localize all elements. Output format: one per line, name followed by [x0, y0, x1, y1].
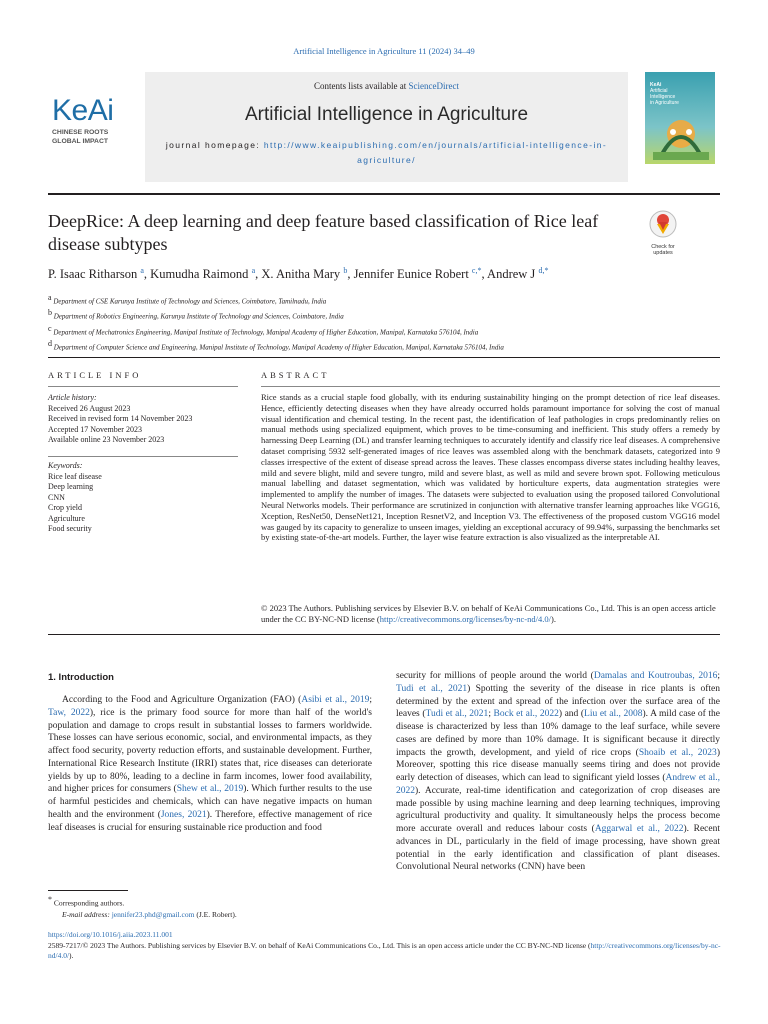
cover-art-icon	[653, 112, 709, 160]
journal-title[interactable]: Artificial Intelligence in Agriculture	[244, 104, 529, 125]
logo-tagline-line2: GLOBAL IMPACT	[52, 138, 109, 145]
journal-cover-image[interactable]	[645, 72, 715, 164]
doi-block	[48, 930, 728, 962]
cover-title-line2: Intelligence	[650, 94, 676, 100]
citation-link[interactable]: Bock et al., 2022	[493, 709, 559, 720]
affiliation: $^d$ Department of Computer Science and Engineering, Manipal Institute of Technology, Manipal Academy of Higher Education, Manipal, Karnataka 576104, India	[48, 338, 504, 352]
homepage-prefix: journal homepage:	[165, 140, 264, 150]
homepage-link[interactable]: http://www.keaipublishing.com/en/journals/artificial-intelligence-in-agriculture/	[263, 140, 608, 165]
intro-text: security for millions of people around the world (	[396, 671, 594, 681]
intro-text: ). Recent advances in DL, particularly in the field of image processing, have shown great potential in the early identification and classification of plant diseases. Convolutional Neural networks (CNN) have been	[396, 824, 721, 873]
abstract-rule	[261, 386, 720, 387]
history-item: Received in revised form 14 November 2023	[48, 414, 193, 423]
logo-wordmark: KeAi	[52, 94, 114, 127]
citation-link[interactable]: Shoaib et al., 2023	[638, 747, 717, 758]
license-link[interactable]: http://creativecommons.org/licenses/by-nc-nd/4.0/	[379, 613, 551, 624]
section-rule	[48, 357, 720, 358]
intro-text: ). Which further results to the use of harmful pesticides and chemicals, which can have negative impacts on human health and the environment (	[48, 784, 373, 820]
article-history	[48, 393, 238, 446]
keyword: Food security	[48, 524, 92, 533]
citation-link[interactable]: Jones, 2021	[160, 809, 207, 820]
history-item: Received 26 August 2023	[48, 403, 131, 413]
sciencedirect-link[interactable]: ScienceDirect	[408, 81, 459, 91]
intro-left-column	[48, 694, 372, 834]
affiliation: $^a$ Department of CSE Karunya Institute of Technology and Sciences, Coimbatore, Tamilnadu, India	[48, 293, 327, 306]
keyword: Crop yield	[48, 503, 82, 512]
keyword: CNN	[48, 492, 65, 502]
intro-text: ). A mild case of the disease is characterized by less than 10% damage to the leaf surface, while severe cases are defined by more than 10% damage. It is significant because it directly impacts the growth, development, and yield of rice crops (	[396, 709, 721, 758]
intro-text: ;	[369, 695, 372, 705]
article-info-heading: ARTICLE INFO	[48, 370, 142, 380]
intro-text: ) and (	[558, 709, 585, 720]
intro-text: ;	[717, 671, 721, 681]
cover-brand: KeAi	[650, 82, 662, 88]
citation-link[interactable]: Damalas and Koutroubas, 2016	[593, 671, 718, 681]
footnote-rule	[48, 890, 128, 891]
citation-link[interactable]: Andrew et al., 2022	[396, 773, 720, 796]
author[interactable]: X. Anitha Mary $^b$	[261, 266, 348, 282]
abstract-heading: ABSTRACT	[261, 370, 330, 380]
crossmark-icon	[649, 210, 677, 238]
keyword: Agriculture	[48, 513, 85, 523]
footnote	[48, 894, 372, 920]
section-rule	[48, 634, 720, 635]
doi-license-link[interactable]: http://creativecommons.org/licenses/by-nc-nd/4.0/	[48, 940, 721, 960]
intro-paragraph	[48, 694, 372, 834]
journal-reference[interactable]: Artificial Intelligence in Agriculture 11 (2024) 34–49	[293, 46, 475, 56]
contents-prefix: Contents lists available at	[314, 81, 409, 91]
journal-homepage	[165, 138, 608, 168]
citation-link[interactable]: Taw, 2022	[48, 707, 90, 718]
doi-link[interactable]: https://doi.org/10.1016/j.aiia.2023.11.001	[48, 930, 173, 939]
author[interactable]: Kumudha Raimond $^a$	[150, 266, 256, 282]
history-item: Accepted 17 November 2023	[48, 424, 142, 434]
logo-tagline	[52, 128, 142, 146]
article-info-rule	[48, 386, 238, 387]
citation-link[interactable]: Shew et al., 2019	[176, 784, 244, 795]
email-link[interactable]: jennifer23.phd@gmail.com	[111, 909, 195, 919]
intro-paragraph	[396, 670, 720, 874]
intro-right-column	[396, 670, 720, 874]
intro-text: ;	[488, 709, 494, 720]
abstract-text: Rice stands as a crucial staple food globally, with its enduring sustainability hinging on the prompt detection of rice leaf diseases. Hence, efficiently detecting diseases when they have already occurred holds paramount importance for solving the cost of manual visual identification and chemical testing. In the recent past, the identification of leaf pathologies in crops predominantly relies on manual methods using specialized equipment, which proves to be time-consuming and inefficient. This study offers a remedy by harnessing Deep Learning (DL) and transfer learning techniques to accurately identify and classify rice leaf diseases. A comprehensive dataset comprising 5932 self-generated images of rice leaves was assembled along with the benchmark datasets, categorized into 9 classes irrespective of the extent of disease spread across the leaves. These classes encompass diverse states including healthy leaves, mild and severe blight, mild and severe tungro, mild and severe blast, as well as mild and severe brown spot. Following meticulous manual labelling and dataset segmentation, which was validated by horticulture experts, data augmentation strategies were implemented to amplify the number of images. The datasets were subjected to evaluation using the proposed tailored Convolutional Neural Networks models. Their performance are scrutinized in conjunction with alternative transfer learning approaches like VGG16, Xception, ResNet50, DenseNet121, Inception ResnetV2, and Inception V3. The effectiveness of the proposed custom VGG16 model was gauged by its capacity to generalize to unseen images, yielding an exceptional accuracy of 99.94%, surpassing the benchmarks set by existing state-of-the-art models. Further, the layer wise feature extraction is also visualized as the interpretable AI.	[261, 392, 720, 543]
cover-title	[650, 82, 679, 106]
keywords-label: Keywords:	[48, 461, 83, 470]
author[interactable]: Andrew J $^{d,*}$	[487, 266, 549, 282]
introduction-heading: 1. Introduction	[48, 672, 114, 683]
citation-link[interactable]: Tudi et al., 2021	[396, 683, 468, 694]
citation-link[interactable]: Tudi et al., 2021	[425, 709, 489, 720]
crossmark-label	[645, 244, 681, 256]
history-item: Available online 23 November 2023	[48, 435, 165, 444]
intro-text: ). Therefore, effective management of rice leaf diseases is crucial for ensuring sustainable rice production and food	[48, 809, 372, 833]
corresponding-note: * Corresponding authors.	[48, 895, 125, 908]
keywords	[48, 461, 238, 535]
affiliation: $^c$ Department of Mechatronics Engineering, Manipal Institute of Technology, Manipal Academy of Higher Education, Manipal, Karnataka 576104, India	[48, 323, 479, 336]
keyword: Rice leaf disease	[48, 471, 102, 481]
header-rule	[48, 193, 720, 195]
email-note: E-mail address: jennifer23.phd@gmail.com (J.E. Robert).	[62, 909, 237, 919]
intro-text: ), rice is the primary food source for more than half of the world's population and damage to crops result in substantial losses to farmers worldwide. These losses can have serious economic, social, and environmental impacts, as they affect food security, poverty reduction efforts, and sustainable development. Further, International Rice Research Institute (IRRI) states that, rice diseases can deteriorate yields by up to 80%, leading to a decline in farm incomes, lower food availability, and higher prices for consumers (	[48, 707, 373, 795]
affiliation: $^b$ Department of Robotics Engineering, Karunya Institute of Technology and Sciences, Coimbatore, India	[48, 308, 344, 321]
citation-link[interactable]: Asibi et al., 2019	[301, 695, 370, 705]
cover-title-line1: Artificial	[650, 88, 668, 94]
crossmark-line2: updates	[653, 250, 673, 256]
abstract-copyright: © 2023 The Authors. Publishing services by Elsevier B.V. on behalf of KeAi Communications Co., Ltd. This is an open access article under the CC BY-NC-ND license (http://creativecommons.org/licenses/by-nc-nd/4.0/).	[261, 603, 716, 624]
intro-text: ). Accurate, real-time identification and categorization of crop diseases are made possible by using machine learning and deep learning techniques, improving agricultural productivity and quality. It simultaneously helps the process become more accurate overall and reduces labour costs (	[396, 785, 720, 834]
history-label: Article history:	[48, 393, 97, 402]
intro-text: ) Moreover, spotting this rice disease manually seems tiring and does not provide early detection of diseases, which can lead to significant yield losses (	[396, 747, 720, 783]
logo-tagline-line1: CHINESE ROOTS	[52, 129, 109, 136]
doi-license-line: 2589-7217/© 2023 The Authors. Publishing services by Elsevier B.V. on behalf of KeAi Communications Co., Ltd. This is an open access article under the CC BY-NC-ND license (http://creativecommons.org/licenses/by-nc-nd/4.0/).	[48, 940, 721, 960]
paper-title: DeepRice: A deep learning and deep feature based classification of Rice leaf disease subtypes	[48, 211, 599, 254]
keai-logo[interactable]	[52, 96, 142, 146]
intro-text: According to the Food and Agriculture Organization (FAO) (	[62, 695, 302, 705]
author-list: P. Isaac Ritharson $^a$, Kumudha Raimond $^a$, X. Anitha Mary $^b$, Jennifer Eunice Robert $^{c,*}$, Andrew J $^{d,*}$	[48, 266, 549, 282]
author[interactable]: Jennifer Eunice Robert $^{c,*}$	[353, 266, 482, 282]
check-for-updates-badge[interactable]	[645, 210, 681, 256]
keyword: Deep learning	[48, 482, 94, 491]
affiliation-list	[48, 292, 728, 353]
intro-text: ) Spotting the severity of the disease in rice plants is often determined by the extent and spread of the infection over the surface area of the leaves (	[396, 683, 720, 720]
citation-link[interactable]: Aggarwal et al., 2022	[594, 824, 684, 834]
contents-line	[145, 81, 628, 91]
cover-title-line3: in Agriculture	[650, 100, 679, 106]
keywords-rule	[48, 456, 238, 457]
author[interactable]: P. Isaac Ritharson $^a$	[48, 266, 144, 282]
citation-link[interactable]: Liu et al., 2008	[584, 709, 643, 720]
crossmark-line1: Check for	[651, 244, 675, 250]
